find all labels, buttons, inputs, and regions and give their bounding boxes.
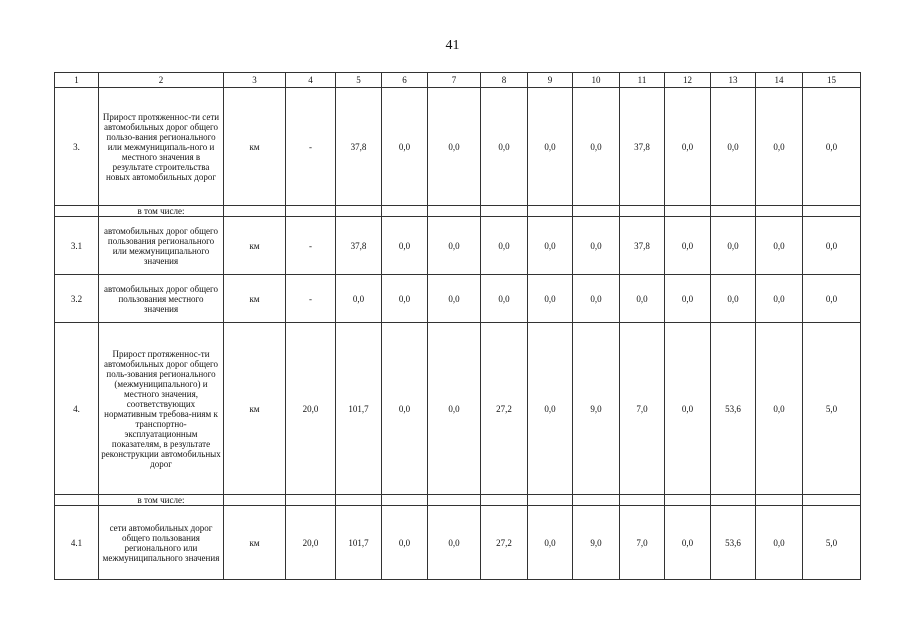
value-cell: 0,0 (756, 506, 803, 580)
unit-cell: км (224, 275, 286, 323)
value-cell: 0,0 (428, 275, 481, 323)
value-cell: 53,6 (711, 506, 756, 580)
value-cell: 0,0 (711, 88, 756, 206)
column-header-9: 9 (528, 73, 573, 88)
empty-cell (573, 495, 620, 506)
value-cell: 0,0 (665, 217, 711, 275)
empty-cell (756, 495, 803, 506)
empty-cell (665, 495, 711, 506)
table-body (55, 88, 861, 580)
empty-cell (224, 495, 286, 506)
empty-cell (428, 206, 481, 217)
empty-cell (286, 206, 336, 217)
column-header-11: 11 (620, 73, 665, 88)
unit-cell: км (224, 323, 286, 495)
value-cell: 0,0 (756, 88, 803, 206)
column-header-1: 1 (55, 73, 99, 88)
value-cell: - (286, 275, 336, 323)
value-cell: 0,0 (481, 217, 528, 275)
value-cell: 5,0 (803, 506, 861, 580)
value-cell: 0,0 (528, 88, 573, 206)
table-row (55, 88, 861, 206)
value-cell: 0,0 (665, 506, 711, 580)
value-cell: 0,0 (481, 275, 528, 323)
value-cell: - (286, 217, 336, 275)
unit-cell: км (224, 88, 286, 206)
value-cell: 27,2 (481, 506, 528, 580)
empty-cell (481, 495, 528, 506)
value-cell: 0,0 (573, 217, 620, 275)
column-header-2: 2 (99, 73, 224, 88)
row-number-cell: 4. (55, 323, 99, 495)
value-cell: 0,0 (428, 506, 481, 580)
value-cell: 37,8 (336, 88, 382, 206)
unit-cell: км (224, 217, 286, 275)
row-name-cell: в том числе: (99, 495, 224, 506)
value-cell: 0,0 (665, 323, 711, 495)
value-cell: 0,0 (528, 217, 573, 275)
value-cell: 37,8 (620, 217, 665, 275)
value-cell: 37,8 (620, 88, 665, 206)
empty-cell (620, 206, 665, 217)
empty-cell (711, 495, 756, 506)
value-cell: 0,0 (428, 323, 481, 495)
row-name-cell: в том числе: (99, 206, 224, 217)
value-cell: 101,7 (336, 323, 382, 495)
value-cell: 0,0 (382, 217, 428, 275)
value-cell: 0,0 (336, 275, 382, 323)
value-cell: 0,0 (803, 275, 861, 323)
column-header-15: 15 (803, 73, 861, 88)
value-cell: 0,0 (756, 323, 803, 495)
value-cell: 0,0 (573, 275, 620, 323)
value-cell: 0,0 (573, 88, 620, 206)
table-row (55, 506, 861, 580)
value-cell: 0,0 (428, 217, 481, 275)
table-row (55, 323, 861, 495)
row-number-cell: 4.1 (55, 506, 99, 580)
row-number-cell: 3.2 (55, 275, 99, 323)
empty-cell (620, 495, 665, 506)
page-number: 41 (445, 38, 460, 53)
value-cell: 0,0 (382, 88, 428, 206)
empty-cell (803, 495, 861, 506)
value-cell: 0,0 (481, 88, 528, 206)
column-header-8: 8 (481, 73, 528, 88)
value-cell: 0,0 (620, 275, 665, 323)
value-cell: 37,8 (336, 217, 382, 275)
value-cell: 0,0 (756, 217, 803, 275)
empty-cell (803, 206, 861, 217)
value-cell: 27,2 (481, 323, 528, 495)
empty-cell (711, 206, 756, 217)
value-cell: 7,0 (620, 506, 665, 580)
column-header-14: 14 (756, 73, 803, 88)
column-header-10: 10 (573, 73, 620, 88)
row-number-cell (55, 495, 99, 506)
empty-cell (481, 206, 528, 217)
value-cell: 0,0 (382, 506, 428, 580)
column-header-5: 5 (336, 73, 382, 88)
value-cell: 0,0 (528, 275, 573, 323)
table-header-row (55, 73, 861, 88)
empty-cell (573, 206, 620, 217)
value-cell: 0,0 (382, 275, 428, 323)
column-header-12: 12 (665, 73, 711, 88)
column-header-6: 6 (382, 73, 428, 88)
value-cell: 20,0 (286, 323, 336, 495)
value-cell: 0,0 (711, 275, 756, 323)
value-cell: 0,0 (428, 88, 481, 206)
unit-cell: км (224, 506, 286, 580)
empty-cell (528, 495, 573, 506)
value-cell: 20,0 (286, 506, 336, 580)
row-number-cell (55, 206, 99, 217)
value-cell: 5,0 (803, 323, 861, 495)
row-number-cell: 3.1 (55, 217, 99, 275)
column-header-13: 13 (711, 73, 756, 88)
value-cell: 9,0 (573, 506, 620, 580)
value-cell: 0,0 (665, 275, 711, 323)
table-subheader-row (55, 206, 861, 217)
value-cell: 0,0 (528, 506, 573, 580)
empty-cell (382, 495, 428, 506)
value-cell: 0,0 (528, 323, 573, 495)
empty-cell (528, 206, 573, 217)
empty-cell (336, 206, 382, 217)
value-cell: 101,7 (336, 506, 382, 580)
empty-cell (428, 495, 481, 506)
empty-cell (756, 206, 803, 217)
empty-cell (286, 495, 336, 506)
column-header-3: 3 (224, 73, 286, 88)
row-name-cell: Прирост протяженнос-ти сети автомобильных дорог общего пользо-вания регионального или межмуниципаль-ного и местного значения в результате строительства новых автомобильных дорог (99, 88, 224, 206)
row-number-cell: 3. (55, 88, 99, 206)
row-name-cell: автомобильных дорог общего пользования местного значения (99, 275, 224, 323)
row-name-cell: автомобильных дорог общего пользования регионального или межмуниципального значения (99, 217, 224, 275)
value-cell: 0,0 (756, 275, 803, 323)
row-name-cell: Прирост протяженнос-ти автомобильных дорог общего поль-зования регионального (межмуниципального) и местного значения, соответствующих нормативным требова-ниям к транспортно-эксплуатационным показателям, в результате реконструкции автомобильных дорог (99, 323, 224, 495)
value-cell: 0,0 (711, 217, 756, 275)
column-header-4: 4 (286, 73, 336, 88)
table-subheader-row (55, 495, 861, 506)
empty-cell (665, 206, 711, 217)
column-header-7: 7 (428, 73, 481, 88)
value-cell: 7,0 (620, 323, 665, 495)
value-cell: 0,0 (803, 88, 861, 206)
empty-cell (382, 206, 428, 217)
value-cell: - (286, 88, 336, 206)
table-row (55, 275, 861, 323)
table-row (55, 217, 861, 275)
indicators-table (54, 72, 861, 580)
value-cell: 0,0 (382, 323, 428, 495)
value-cell: 0,0 (803, 217, 861, 275)
value-cell: 0,0 (665, 88, 711, 206)
empty-cell (224, 206, 286, 217)
value-cell: 53,6 (711, 323, 756, 495)
value-cell: 9,0 (573, 323, 620, 495)
empty-cell (336, 495, 382, 506)
row-name-cell: сети автомобильных дорог общего пользования регионального или межмуниципального значения (99, 506, 224, 580)
